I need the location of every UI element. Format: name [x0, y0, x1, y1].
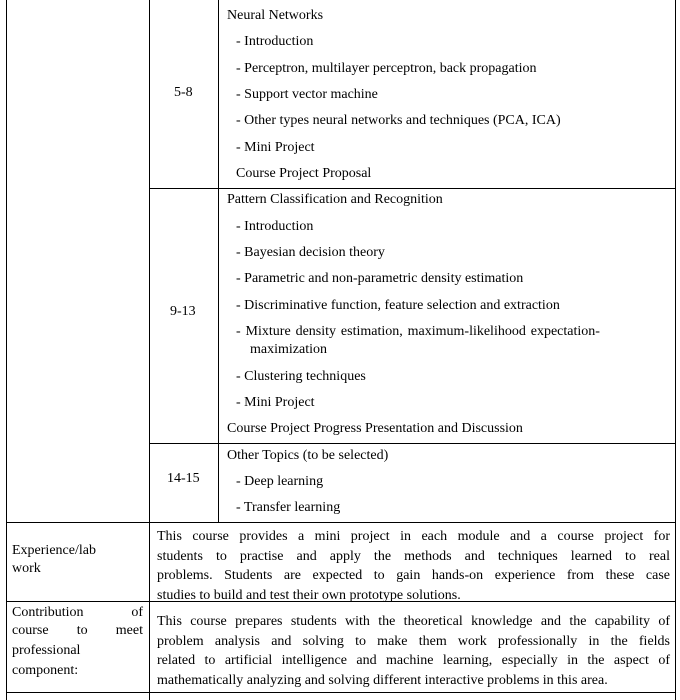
- topic-item-continuation: maximization: [250, 342, 327, 357]
- topic-footer: Course Project Proposal: [236, 166, 372, 181]
- experience-line: students to practise and apply the methods and techniques learned to real: [157, 548, 670, 564]
- table-border-right: [675, 0, 676, 700]
- experience-label: Experience/lab: [12, 543, 96, 558]
- topic-item: - Deep learning: [236, 474, 324, 489]
- contribution-line: mathematically analyzing and solving different interactive problems in this area.: [157, 672, 608, 688]
- topic-item: - Introduction: [236, 219, 314, 234]
- contribution-line: related to artificial intelligence and machine learning, especially in the aspect of: [157, 653, 670, 668]
- topic-item: - Parametric and non-parametric density estimation: [236, 271, 524, 286]
- topic-item: - Introduction: [236, 34, 314, 49]
- experience-line: problems. Students are expected to gain hands-on experience from these case: [157, 568, 670, 583]
- contribution-label: Contribution of: [12, 605, 143, 620]
- contribution-label: component:: [12, 663, 79, 678]
- contribution-line: problem analysis and solving to make them work professionally in the fields: [157, 633, 670, 649]
- topic-item: - Bayesian decision theory: [236, 245, 385, 260]
- topic-item: - Transfer learning: [236, 500, 341, 515]
- contribution-label: course to meet: [12, 623, 143, 638]
- topic-heading: Other Topics (to be selected): [227, 448, 389, 463]
- topic-heading: Neural Networks: [227, 8, 324, 23]
- experience-description: [157, 527, 670, 605]
- topic-heading: Pattern Classification and Recognition: [227, 192, 443, 207]
- label-column-divider: [149, 0, 150, 700]
- topic-item: - Other types neural networks and techniques (PCA, ICA): [236, 113, 561, 128]
- table-border-left: [6, 0, 7, 700]
- topic-item: - Support vector machine: [236, 87, 378, 102]
- topic-item: - Mini Project: [236, 140, 315, 155]
- contribution-line: This course prepares students with the theoretical knowledge and the capability of: [157, 614, 670, 629]
- topic-item: - Discriminative function, feature selection and extraction: [236, 298, 560, 313]
- row-divider-1: [149, 188, 676, 189]
- weeks-cell: 9-13: [170, 304, 196, 319]
- topic-footer: Course Project Progress Presentation and Discussion: [227, 421, 523, 436]
- contribution-label: professional: [12, 643, 81, 658]
- topic-item: - Mini Project: [236, 395, 315, 410]
- weeks-cell: 14-15: [167, 471, 200, 486]
- row-divider-2: [149, 443, 676, 444]
- experience-line: This course provides a mini project in each module and a course project for: [157, 529, 670, 544]
- experience-line: studies to build and test their own prototype solutions.: [157, 587, 461, 603]
- weeks-cell: 5-8: [174, 85, 193, 100]
- experience-label: work: [12, 561, 41, 576]
- topic-item: - Mixture density estimation, maximum-likelihood expectation-: [236, 324, 600, 339]
- section-divider-experience: [6, 522, 676, 523]
- table-border-bottom: [6, 692, 676, 693]
- contribution-description: [157, 612, 670, 690]
- topic-item: - Perceptron, multilayer perceptron, back propagation: [236, 61, 537, 76]
- topic-item: - Clustering techniques: [236, 369, 366, 384]
